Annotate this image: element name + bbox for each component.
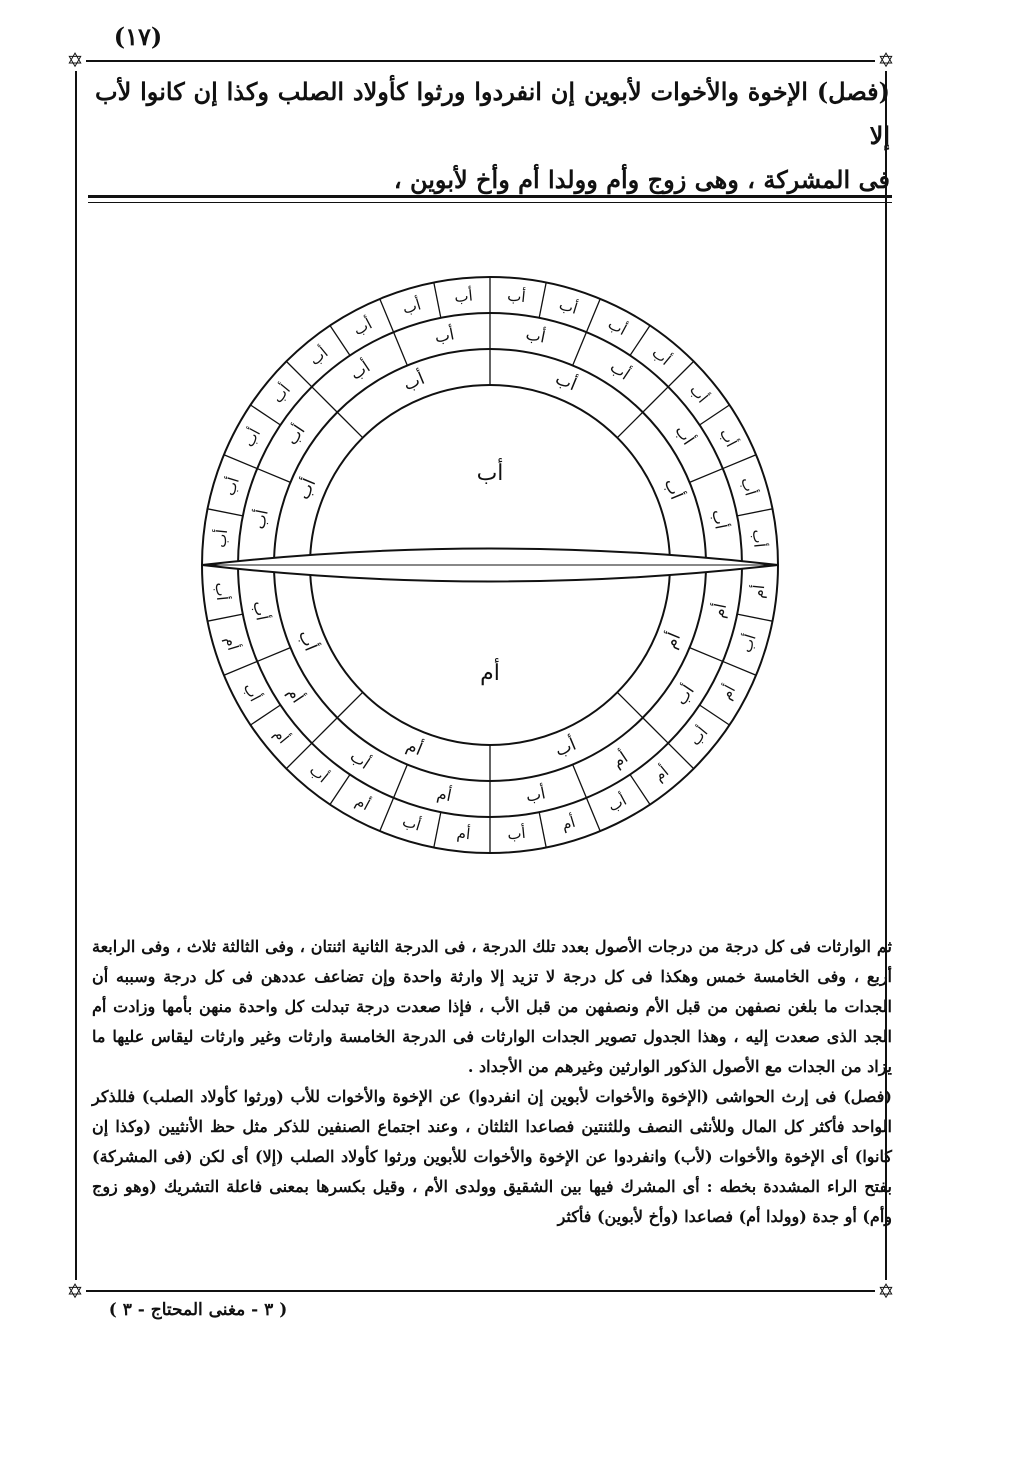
outer-cell-label: أب: [557, 295, 580, 318]
middle-cell-label: أب: [249, 507, 272, 531]
diagram-cell-divider: [380, 798, 394, 831]
diagram-cell-divider: [668, 743, 693, 768]
middle-cell-label: أم: [435, 783, 454, 806]
middle-cell-label: أب: [432, 324, 456, 347]
diagram-cell-divider: [312, 387, 337, 412]
corner-ornament-icon: ✡: [64, 49, 86, 71]
inner-cell-label: أب: [400, 368, 428, 396]
outer-cell-label: أب: [350, 314, 376, 340]
diagram-group: [202, 277, 778, 853]
inner-cell-label: أم: [403, 735, 426, 761]
page-number: (١٧): [113, 22, 163, 51]
commentary-paragraph: (فصل) فى إرث الحواشى (الإخوة والأخوات لأبوين إن انفردوا) عن الإخوة والأخوات للأب (ورثوا كأولاد الصلب) فللذكر الواحد فأكثر كل المال وللأنثى النصف وللثنتين فصاعدا الثلثان ، وعند اجتماع الصنفين للذكر مثل حظ الأنثيين (وكذا إن كانوا) أى الإخوة والأخوات (لأب) وانفردوا عن الإخوة والأخوات للأبوين ورثوا كأولاد الصلب (إلا) أى لكن (فى المشركة) بفتح الراء المشددة بخطه : أى المشرك فيها بين الشقيق وولدى الأم ، وقيل بكسرها بمعنى فاعلة التشريك (وهو زوج وأم) أو جدة (وولدا أم) فصاعدا (وأخ لأبوين) فأكثر: [92, 1087, 892, 1226]
diagram-cell-divider: [573, 332, 587, 365]
outer-cell-label: أب: [604, 790, 630, 816]
diagram-cell-divider: [630, 775, 650, 805]
middle-cell-label: أم: [608, 747, 632, 772]
outer-cell-label: أب: [220, 475, 243, 498]
outer-cell-label: أب: [453, 286, 474, 307]
corner-ornament-icon: ✡: [875, 49, 897, 71]
outer-cell-label: أب: [400, 812, 423, 835]
outer-cell-label: أب: [239, 679, 265, 705]
middle-cell-label: أب: [346, 746, 374, 773]
diagram-cell-divider: [251, 405, 281, 425]
middle-cell-label: أب: [524, 324, 548, 347]
outer-cell-label: أب: [648, 343, 675, 370]
outer-cell-label: أب: [737, 475, 760, 498]
diagram-cell-divider: [257, 648, 290, 662]
diagram-cell-divider: [668, 361, 693, 386]
middle-cell-label: أب: [708, 507, 731, 531]
middle-cell-label: أب: [524, 783, 548, 806]
diagram-cell-divider: [737, 614, 772, 621]
outer-cell-label: أب: [685, 723, 712, 750]
diagram-cell-divider: [434, 283, 441, 318]
footer-signature: ( ٣ - مغنى المحتاج - ٣ ): [108, 1300, 288, 1320]
diagram-cell-divider: [586, 798, 600, 831]
diagram-cell-divider: [586, 299, 600, 332]
middle-cell-label: أب: [282, 421, 309, 449]
diagram-cell-divider: [539, 812, 546, 847]
outer-cell-label: أب: [748, 528, 769, 549]
diagram-cell-divider: [700, 405, 730, 425]
frame-bottom-rule: [75, 1290, 887, 1292]
middle-cell-label: أب: [249, 599, 272, 623]
outer-cell-label: أم: [716, 682, 740, 703]
corner-ornament-icon: ✡: [875, 1280, 897, 1302]
middle-cell-label: أب: [671, 421, 698, 449]
outer-cell-label: أم: [650, 762, 673, 785]
diagram-cell-divider: [380, 299, 394, 332]
outer-cell-label: أب: [400, 295, 423, 318]
diagram-cell-divider: [330, 326, 350, 356]
inner-cell-label: أب: [659, 475, 687, 503]
commentary-text: [92, 932, 892, 1232]
outer-cell-label: أب: [268, 380, 295, 407]
diagram-cell-divider: [257, 469, 290, 483]
outer-cell-label: أب: [715, 425, 741, 451]
outer-cell-label: أب: [305, 760, 332, 787]
outer-cell-label: أم: [559, 812, 578, 834]
diagram-cell-divider: [330, 775, 350, 805]
diagram-cell-divider: [337, 412, 362, 437]
commentary-paragraph: ثم الوارثات فى كل درجة من درجات الأصول بعدد تلك الدرجة ، فى الدرجة الثانية اثنتان ، وفى الثالثة ثلاث ، وفى الرابعة أربع ، وفى الخامسة خمس وهكذا فى كل درجة لا تزيد إلا وارثة واحدة وإن تضاعف عددهن فى كل درجة وسببه أن الجدات ما بلغن نصفهن من قبل الأم ونصفهن من قبل الأب ، فإذا صعدت درجة تبدلت كل واحدة منهن بأمها وزادت أم الجد الذى صعدت إليه ، وهذا الجدول تصوير الجدات الوارثات فى الدرجة الخامسة وارثات وغير وارثات ليقاس عليها ما يزاد من الجدات مع الأصول الذكور الوارثين وغيرهم من الأجداد .: [92, 937, 892, 1076]
upper-half-label: أب: [476, 461, 504, 486]
diagram-cell-divider: [723, 661, 756, 675]
diagram-cell-divider: [643, 387, 668, 412]
inner-cell-label: أب: [293, 627, 321, 655]
diagram-cell-divider: [286, 743, 311, 768]
diagram-cell-divider: [630, 326, 650, 356]
divider-rule: [88, 195, 892, 198]
outer-cell-label: أب: [305, 343, 332, 370]
matn-line: فى المشركة ، وهى زوج وأم وولدا أم وأخ لأبوين ،: [393, 165, 890, 194]
diagram-cell-divider: [573, 765, 587, 798]
inner-cell-label: أب: [552, 734, 580, 762]
outer-cell-label: أب: [737, 632, 760, 655]
diagram-cell-divider: [737, 509, 772, 516]
diagram-cell-divider: [643, 718, 668, 743]
diagram-cell-divider: [394, 765, 408, 798]
outer-cell-label: أم: [221, 634, 243, 653]
outer-cell-label: أب: [506, 286, 527, 307]
diagram-cell-divider: [224, 661, 257, 675]
grandmothers-circular-table: [195, 270, 785, 860]
diagram-cell-divider: [337, 692, 362, 717]
diagram-cell-divider: [394, 332, 408, 365]
diagram-cell-divider: [539, 283, 546, 318]
outer-cell-label: أب: [211, 528, 232, 549]
corner-ornament-icon: ✡: [64, 1280, 86, 1302]
outer-cell-label: أب: [211, 581, 232, 602]
diagram-cell-divider: [700, 705, 730, 725]
inner-cell-label: أب: [293, 475, 321, 503]
outer-cell-label: أم: [352, 792, 373, 815]
outer-cell-label: أم: [455, 824, 472, 844]
matn-line: (فصل) الإخوة والأخوات لأبوين إن انفردوا ورثوا كأولاد الصلب وكذا إن كانوا لأب إلا: [95, 77, 890, 150]
diagram-cell-divider: [690, 648, 723, 662]
diagram-cell-divider: [251, 705, 281, 725]
diagram-cell-divider: [208, 509, 243, 516]
lower-half-label: أم: [480, 661, 500, 686]
divider-rule: [88, 202, 892, 203]
outer-cell-label: أب: [604, 314, 630, 340]
matn-text: [95, 70, 890, 202]
diagram-cell-divider: [208, 614, 243, 621]
outer-cell-label: أب: [239, 425, 265, 451]
diagram-cell-divider: [617, 692, 642, 717]
outer-cell-label: أم: [749, 583, 769, 600]
diagram-cell-divider: [690, 469, 723, 483]
diagram-cell-divider: [434, 812, 441, 847]
middle-cell-label: أب: [671, 681, 698, 709]
inner-cell-label: أب: [552, 368, 580, 396]
outer-cell-label: أب: [685, 380, 712, 407]
middle-cell-label: أم: [708, 601, 731, 620]
diagram-cell-divider: [312, 718, 337, 743]
middle-cell-label: أب: [606, 357, 634, 384]
middle-cell-label: أم: [283, 683, 308, 707]
middle-cell-label: أب: [346, 357, 374, 384]
diagram-cell-divider: [617, 412, 642, 437]
frame-left-rule: [75, 60, 77, 1292]
diagram-cell-divider: [286, 361, 311, 386]
outer-cell-label: أم: [270, 725, 293, 748]
diagram-cell-divider: [723, 455, 756, 469]
outer-cell-label: أب: [506, 823, 527, 844]
frame-top-rule: [75, 60, 887, 62]
diagram-cell-divider: [224, 455, 257, 469]
inner-cell-label: أم: [660, 629, 686, 652]
